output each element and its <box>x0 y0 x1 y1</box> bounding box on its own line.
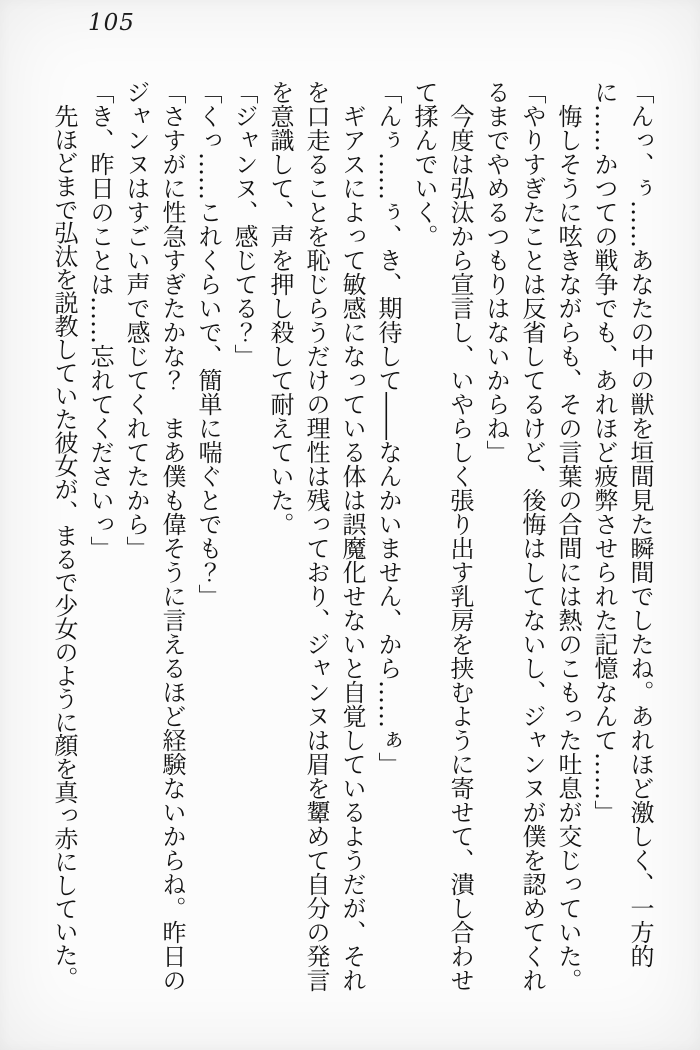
paragraph-quote: 「さすがに性急すぎたかな？ まあ僕も偉そうに言えるほど経験ないからね。昨日のジャンヌはすごい声で感じてくれてたから」 <box>122 80 186 992</box>
paragraph-quote: 「んぅ……ぅ、き、期待して――なんかいません、から……ぁ」 <box>374 80 402 776</box>
paragraph-narrative: 悔しそうに呟きながらも、その言葉の合間には熱のこもった吐息が交じっていた。 <box>554 104 582 992</box>
paragraph-quote: 「やりすぎたことは反省してるけど、後悔はしてないし、ジャンヌが僕を認めてくれるまでやめるつもりはないからね」 <box>482 80 546 992</box>
paragraph-quote: 「ジャンヌ、感じてる？」 <box>230 80 258 368</box>
paragraph-narrative: ギアスによって敏感になっている体は誤魔化せないと自覚しているようだが、それを口走ることを恥じらうだけの理性は残っており、ジャンヌは眉を顰めて自分の発言を意識して、声を押し殺して耐えていた。 <box>266 80 366 992</box>
paragraph-quote: 「くっ……これくらいで、簡単に喘ぐとでも？」 <box>194 80 222 608</box>
vertical-text-block <box>44 80 658 995</box>
paragraph-quote: 「んっ、ぅ……あなたの中の獣を垣間見た瞬間でしたね。あれほど激しく、一方的に……かつての戦争でも、あれほど疲弊させられた記憶なんて……」 <box>590 80 654 968</box>
paragraph-narrative: 先ほどまで弘汰を説教していた彼女が、まるで少女のように顔を真っ赤にしていた。 <box>50 104 78 990</box>
paragraph-quote: 「き、昨日のことは……忘れてくださいっ」 <box>86 80 114 560</box>
paragraph-narrative: 今度は弘汰から宣言し、いやらしく張り出す乳房を挟むように寄せて、潰し合わせて揉んでいく。 <box>410 80 474 992</box>
page-number: 105 <box>88 10 135 36</box>
